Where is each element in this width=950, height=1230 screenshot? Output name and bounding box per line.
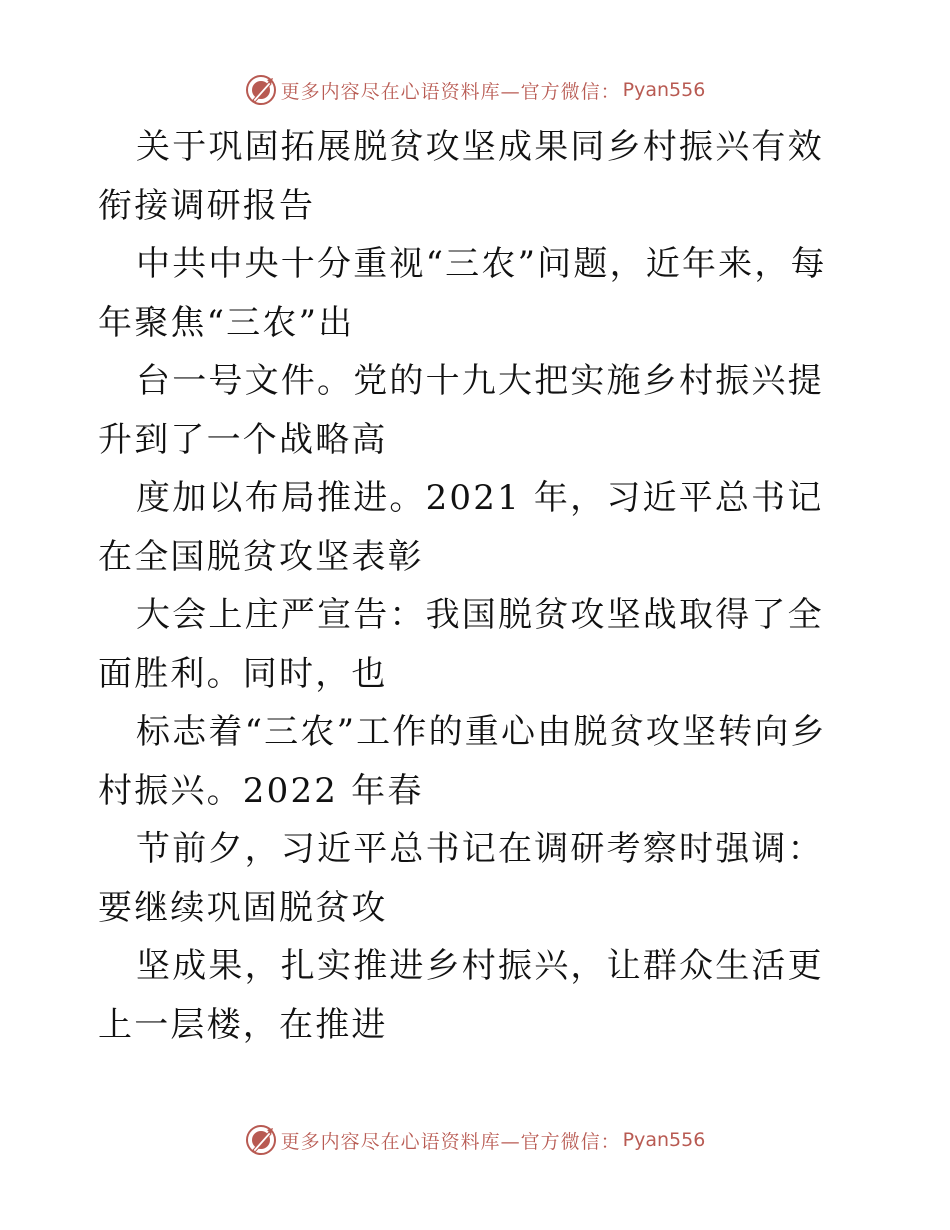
text-line: 了一个战略高 — [170, 419, 388, 460]
text-line: 台一号文件。党的十九大把实施乡村振兴提升到 — [98, 361, 824, 460]
document-body — [98, 118, 858, 1054]
text-line: 节前夕，习近平总书记在调研考察时强调：要继 — [98, 829, 824, 928]
body-paragraph — [98, 703, 858, 820]
text-line: 振兴。2022 年春 — [134, 770, 424, 811]
watermark-wechat-id: Pyan556 — [622, 79, 706, 101]
text-line: 利。同时，也 — [170, 653, 388, 694]
text-line: 坚成果，扎实推进乡村振兴，让群众生活更上一 — [98, 946, 824, 1045]
text-line: 度加以布局推进。2021 年，习近平总书记在全 — [98, 478, 824, 577]
quill-pen-logo-icon — [245, 1124, 277, 1156]
title-paragraph — [98, 118, 858, 235]
body-paragraph — [98, 235, 858, 352]
text-line: 国脱贫攻坚表彰 — [170, 536, 424, 577]
watermark-text: 更多内容尽在心语资料库—官方微信： — [280, 80, 621, 103]
watermark-text: 更多内容尽在心语资料库—官方微信： — [280, 1130, 621, 1153]
header-watermark — [0, 70, 950, 110]
body-paragraph — [98, 586, 858, 703]
body-paragraph — [98, 352, 858, 469]
footer-watermark — [0, 1120, 950, 1160]
body-paragraph — [98, 820, 858, 937]
body-paragraph — [98, 937, 858, 1054]
watermark-wechat-id: Pyan556 — [622, 1129, 706, 1151]
text-line: 层楼，在推进 — [170, 1004, 388, 1045]
text-line: 聚焦“三农”出 — [134, 302, 355, 343]
body-paragraph — [98, 469, 858, 586]
text-line: 关于巩固拓展脱贫攻坚成果同乡村振兴有效衔接 — [98, 127, 824, 226]
text-line: 大会上庄严宣告：我国脱贫攻坚战取得了全面胜 — [98, 595, 824, 694]
text-line: 标志着“三农”工作的重心由脱贫攻坚转向乡村 — [98, 712, 827, 811]
text-line: 续巩固脱贫攻 — [170, 887, 388, 928]
quill-pen-logo-icon — [245, 74, 277, 106]
text-line: 调研报告 — [170, 185, 316, 226]
text-line: 中共中央十分重视“三农”问题，近年来，每年 — [98, 244, 827, 343]
